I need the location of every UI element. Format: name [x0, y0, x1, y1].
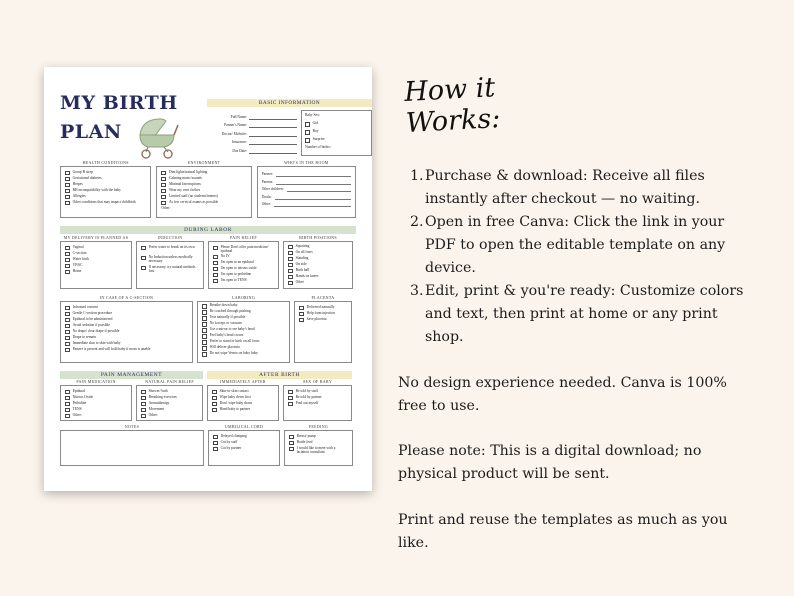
- after-birth-band: AFTER BIRTH: [207, 371, 352, 379]
- checkbox-item[interactable]: Save placenta: [299, 317, 347, 323]
- checkbox-item[interactable]: Pethidine: [65, 401, 127, 407]
- induction-box: [136, 241, 204, 289]
- pain-med-box: [60, 385, 132, 421]
- sheet-header: [60, 75, 356, 160]
- checkbox-item[interactable]: No IV: [213, 254, 274, 260]
- delivery-title: MY DELIVERY IS PLANNED AS: [63, 235, 129, 240]
- room-box: [257, 166, 356, 218]
- baby-stroller-icon: [134, 115, 182, 159]
- delivery-section: [60, 235, 132, 295]
- positions-box: [283, 241, 353, 289]
- room-title: WHO'S IN THE ROOM: [284, 160, 329, 165]
- checkbox-item[interactable]: Don't wipe baby down: [212, 401, 274, 407]
- labor-row: [60, 235, 356, 295]
- checkbox-item[interactable]: Herpes: [65, 182, 146, 188]
- checkbox-item[interactable]: Skin-to-skin contact: [212, 389, 274, 395]
- checkbox-item[interactable]: C-section: [65, 251, 127, 257]
- checkbox-item[interactable]: Will deliver placenta: [202, 345, 285, 351]
- note-canva: No design experience needed. Canva is 100% free to use.: [398, 375, 727, 414]
- csection-box: [60, 301, 193, 363]
- checkbox-item[interactable]: Movement: [141, 407, 198, 413]
- checkbox-item[interactable]: Gentle C-section procedure: [65, 311, 188, 317]
- note-digital: Please note: This is a digital download; no physical product will be sent.: [398, 443, 702, 482]
- environment-box: [156, 166, 251, 218]
- checkbox-item[interactable]: RH incompatibility with the baby: [65, 188, 146, 194]
- immediately-box: [207, 385, 279, 421]
- room-field[interactable]: Parents:: [262, 177, 351, 185]
- feeding-title: FEEDING: [308, 424, 329, 429]
- checkbox-item[interactable]: Cut by partner: [213, 446, 275, 452]
- checkbox-item[interactable]: I would like to meet with a lactation consultant: [289, 446, 348, 456]
- checkbox-item[interactable]: Prefer to stand or birth on all fours: [202, 339, 285, 345]
- room-section: [257, 160, 356, 222]
- checkbox-item[interactable]: No drape/ clear drape if possible: [65, 329, 188, 335]
- checkbox-item[interactable]: Birth ball: [288, 268, 348, 274]
- room-field[interactable]: Other:: [262, 200, 351, 208]
- laboring-section: [197, 295, 290, 367]
- checkbox-girl[interactable]: Girl: [305, 121, 368, 129]
- checkbox-item[interactable]: Prefer water to break on its own: [141, 245, 199, 255]
- checkbox-item[interactable]: Minimal Interruptions: [161, 182, 246, 188]
- checkbox-item[interactable]: Aromatherapy: [141, 401, 198, 407]
- checkbox-item[interactable]: Calming music/sounds: [161, 176, 246, 182]
- checkbox-item[interactable]: I'm open to pethidine: [213, 272, 274, 278]
- checkbox-boy[interactable]: Boy: [305, 129, 368, 137]
- checkbox-item[interactable]: Vaginal: [65, 245, 127, 251]
- placenta-title: PLACENTA: [311, 295, 335, 300]
- step-item: 1. Purchase & download: Receive all files instantly after checkout — no waiting.: [410, 168, 705, 207]
- checkbox-item[interactable]: TENS: [65, 407, 127, 413]
- checkbox-item[interactable]: Be coached through pushing: [202, 309, 285, 315]
- checkbox-item[interactable]: On side: [288, 262, 348, 268]
- checkbox-item[interactable]: Limited staff (no students/interns): [161, 194, 246, 200]
- feeding-section: [284, 424, 353, 470]
- environment-section: [156, 160, 251, 222]
- health-section: [60, 160, 151, 222]
- checkbox-item[interactable]: Immediate skin to skin with baby: [65, 341, 188, 347]
- pain-med-title: PAIN MEDICATION: [76, 379, 116, 384]
- checkbox-item[interactable]: Bottle feed: [289, 440, 348, 446]
- insurance-field[interactable]: Insurance:: [207, 137, 297, 146]
- checkbox-item[interactable]: Epidural: [65, 389, 127, 395]
- checkbox-item[interactable]: Drape to remain: [65, 335, 188, 341]
- immediately-section: [207, 379, 279, 423]
- laboring-box: [197, 301, 290, 363]
- health-title: HEALTH CONDITIONS: [82, 160, 129, 165]
- checkbox-item[interactable]: Be told by staff: [288, 389, 347, 395]
- pain-management-band: PAIN MANAGEMENT: [60, 371, 203, 379]
- checkbox-item[interactable]: Delivered naturally: [299, 305, 347, 311]
- checkbox-item[interactable]: Cut by staff: [213, 440, 275, 446]
- checkbox-item[interactable]: Gestational diabetes: [65, 176, 146, 182]
- checkbox-item[interactable]: Standing: [288, 256, 348, 262]
- laboring-title: LABORING: [231, 295, 256, 300]
- baby-sex-label: Baby Sex:: [305, 113, 320, 117]
- health-box: [60, 166, 151, 218]
- checkbox-item[interactable]: Hands on knees: [288, 274, 348, 280]
- due-date-field[interactable]: Due Date:: [207, 145, 297, 154]
- checkbox-item[interactable]: No Induction unless medically necessary: [141, 255, 199, 265]
- immediately-title: IMMEDIATELY AFTER: [220, 379, 266, 384]
- pain-relief-section: [208, 235, 279, 295]
- checkbox-item[interactable]: I'm open to TENS: [213, 278, 274, 284]
- sex-of-baby-title: SEX OF BABY: [302, 379, 333, 384]
- checkbox-surprise[interactable]: Surprise: [305, 137, 368, 145]
- partner-name-field[interactable]: Partner's Name:: [207, 120, 297, 129]
- pain-relief-box: [208, 241, 279, 289]
- checkbox-item[interactable]: I'm open to an epidural: [213, 260, 274, 266]
- doctor-field[interactable]: Doctor/ Midwife:: [207, 128, 297, 137]
- notes-section: [60, 424, 204, 470]
- checkbox-item[interactable]: I'm open to nitrous oxide: [213, 266, 274, 272]
- room-field[interactable]: Other children:: [262, 185, 351, 193]
- umbilical-title: UMBILICAL CORD: [224, 424, 264, 429]
- environment-other: Other:: [161, 205, 171, 210]
- basic-fields: [207, 111, 297, 154]
- checkbox-item[interactable]: Informed consent: [65, 305, 188, 311]
- birth-plan-sheet: [44, 67, 372, 491]
- checkbox-item[interactable]: Shower/ bath: [141, 389, 198, 395]
- final-row: [60, 424, 356, 470]
- umbilical-section: [208, 424, 280, 470]
- natural-title: NATURAL PAIN RELIEF: [145, 379, 194, 384]
- checkbox-item[interactable]: Find out myself: [288, 401, 347, 407]
- basic-information-heading: BASIC INFORMATION: [207, 99, 372, 107]
- checkbox-item[interactable]: Help from injection: [299, 311, 347, 317]
- checkbox-item[interactable]: No forceps or vacuum: [202, 321, 285, 327]
- bands-row: [60, 371, 356, 379]
- note-reuse: Print and reuse the templates as much as you like.: [398, 512, 728, 551]
- checkbox-item[interactable]: Partner is present and will hold baby if mom is unable: [65, 347, 188, 353]
- how-it-works-heading: How it Works:: [403, 72, 502, 139]
- baby-sex-box: [301, 110, 372, 156]
- delivery-box: [60, 241, 132, 289]
- checkbox-item[interactable]: Home: [65, 269, 127, 275]
- checkbox-item[interactable]: If necessary, try natural methods first: [141, 265, 199, 275]
- umbilical-box: [208, 430, 280, 466]
- checkbox-item[interactable]: Hand baby to partner: [212, 407, 274, 413]
- checkbox-item[interactable]: Feel baby's head crown: [202, 333, 285, 339]
- pain-relief-title: PAIN RELIEF: [230, 235, 257, 240]
- placenta-section: [294, 295, 352, 367]
- checkbox-item[interactable]: Group B strep: [65, 170, 146, 176]
- checkbox-item[interactable]: Delayed clamping: [213, 434, 275, 440]
- checkbox-item[interactable]: As few cervical exams as possible: [161, 200, 246, 206]
- checkbox-item[interactable]: Wipe baby down first: [212, 395, 274, 401]
- delivery-details-row: [60, 295, 356, 367]
- during-labor-band: DURING LABOR: [60, 226, 356, 234]
- notes-box[interactable]: [60, 430, 204, 466]
- checkbox-item[interactable]: Other:: [65, 413, 127, 419]
- feeding-box: [284, 430, 353, 466]
- checkbox-item[interactable]: On all fours: [288, 250, 348, 256]
- checkbox-item[interactable]: Do not wipe Vernix on baby baby: [202, 351, 285, 357]
- checkbox-item[interactable]: Avoid sedation if possible: [65, 323, 188, 329]
- induction-section: [136, 235, 204, 295]
- checkbox-item[interactable]: Squatting: [288, 244, 348, 250]
- full-name-field[interactable]: Full Name:: [207, 111, 297, 120]
- title-line-2: PLAN: [60, 121, 122, 143]
- placenta-box: [294, 301, 352, 363]
- checkbox-item[interactable]: Be told by partner: [288, 395, 347, 401]
- induction-title: INDUCTION: [157, 235, 183, 240]
- csection-title: IN CASE OF A C-SECTION: [99, 295, 154, 300]
- natural-box: [136, 385, 203, 421]
- natural-section: [136, 379, 203, 423]
- checkbox-item[interactable]: Wear my own clothes: [161, 188, 246, 194]
- checkbox-item[interactable]: Other:: [141, 413, 198, 419]
- checkbox-item[interactable]: Tear naturally if possible: [202, 315, 285, 321]
- sex-of-baby-box: [283, 385, 352, 421]
- checkbox-item[interactable]: Allergies: [65, 194, 146, 200]
- checkbox-item[interactable]: Epidural to be administered: [65, 317, 188, 323]
- notes-title: NOTES: [124, 424, 140, 429]
- title-line-1: MY BIRTH: [60, 92, 178, 114]
- checkbox-item[interactable]: Nitrous Oxide: [65, 395, 127, 401]
- checkbox-item[interactable]: Breathing exercises: [141, 395, 198, 401]
- positions-title: BIRTH POSITIONS: [299, 235, 337, 240]
- checkbox-item[interactable]: Water birth: [65, 257, 127, 263]
- number-of-births-label: Number of births:: [305, 145, 331, 149]
- checkbox-item[interactable]: Other: [288, 280, 348, 286]
- sex-of-baby-section: [283, 379, 352, 423]
- csection-section: [60, 295, 193, 367]
- checkbox-item[interactable]: Breathe down baby: [202, 303, 285, 309]
- room-field[interactable]: Doula:: [262, 192, 351, 200]
- checkbox-item[interactable]: Dim lights/natural lighting: [161, 170, 246, 176]
- step-item: 2. Open in free Canva: Click the link in your PDF to open the editable template on any device.: [410, 214, 726, 276]
- positions-section: [283, 235, 353, 295]
- checkbox-item[interactable]: VBAC: [65, 263, 127, 269]
- pain-after-row: [60, 379, 356, 423]
- step-item: 3. Edit, print & you're ready: Customize colors and text, then print at home or any print shop.: [410, 283, 744, 345]
- environment-title: ENVIRONMENT: [187, 160, 221, 165]
- pain-med-section: [60, 379, 132, 423]
- room-field[interactable]: Partner:: [262, 170, 351, 178]
- checkbox-item[interactable]: Other conditions that may impact childbirth: [65, 200, 146, 209]
- checkbox-item[interactable]: Breast/ pump: [289, 434, 348, 440]
- checkbox-item[interactable]: Use a mirror to see baby's head: [202, 327, 285, 333]
- conditions-row: [60, 160, 356, 222]
- steps-list: [410, 165, 755, 349]
- checkbox-item[interactable]: Please Don't offer pain medicine/ epidural: [213, 245, 274, 254]
